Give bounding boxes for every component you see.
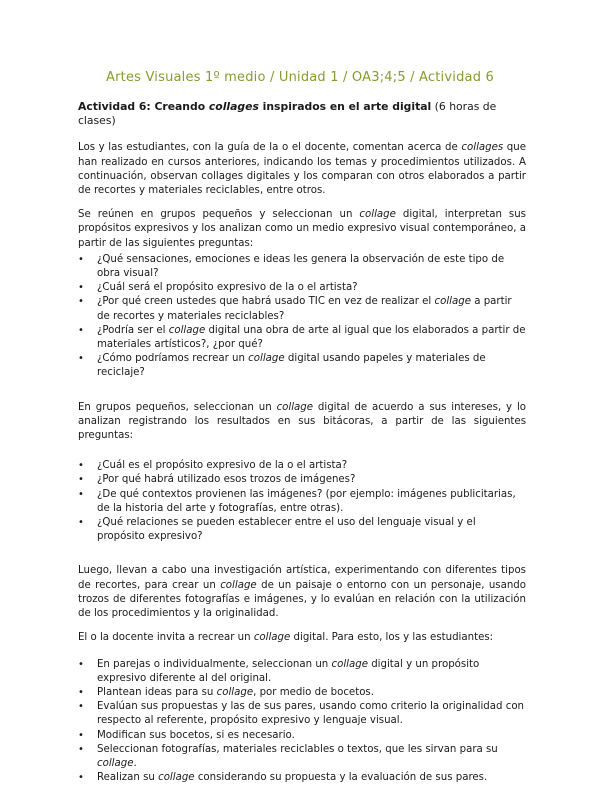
list-item-italic: collage (216, 686, 254, 698)
bullet-icon: • (78, 729, 84, 741)
p5-italic: collage (253, 632, 291, 644)
bullet-icon: • (78, 474, 84, 486)
p3-text-b: digital de acuerdo a sus intereses, y lo analizan registrando los resultados en sus bitácoras, a partir de las siguientes preguntas: (78, 401, 527, 442)
list-item-text: ¿Por qué habrá utilizado esos trozos de imágenes? (97, 474, 356, 486)
bullet-icon: • (78, 658, 84, 670)
p4-italic: collage (220, 579, 257, 591)
p1-italic: collages (461, 142, 504, 154)
p2-text-a: Se reúnen en grupos pequeños y seleccionan un (78, 209, 360, 221)
p5-text-b: digital. Para esto, los y las estudiantes: (290, 632, 494, 644)
list-item-text-tail: considerando su propuesta y la evaluación de sus pares. (194, 772, 488, 784)
list-item-text-tail: , por medio de bocetos. (253, 686, 374, 698)
paragraph-4 (78, 564, 526, 621)
list-item-text: ¿Cómo podríamos recrear un (97, 353, 249, 365)
list-item-italic: collage (434, 296, 471, 308)
list-item (78, 700, 526, 728)
bullet-icon: • (78, 488, 84, 500)
list-item-text: Modifican sus bocetos, si es necesario. (97, 729, 295, 741)
list-item-text: ¿Podría ser el (97, 324, 169, 336)
list-item (78, 771, 526, 785)
list-item-text: ¿Por qué creen ustedes que habrá usado TIC en vez de realizar el (97, 296, 435, 308)
question-list-1 (78, 253, 526, 381)
list-item (78, 686, 526, 700)
p4-text-b: de un paisaje o entorno con un personaje, usando trozos de diferentes fotografías e imágenes, y lo evalúan en relación con la utilización de los procedimientos y la originalidad. (78, 579, 527, 620)
title-italic: collages (208, 100, 259, 113)
bullet-icon: • (78, 296, 84, 308)
list-item-text-tail: digital una obra de arte al igual que los elaborados a partir de materiales artísticos?, ¿por qué? (97, 324, 526, 351)
bullet-icon: • (78, 460, 84, 472)
list-item-text: ¿De qué contextos provienen las imágenes? (por ejemplo: imágenes publicitarias, de la historia del arte y fotografías, entre otras). (97, 488, 516, 514)
list-item (78, 459, 526, 473)
list-item-text-tail: . (133, 757, 137, 769)
p4-text-a: Luego, llevan a cabo una investigación artística, experimentando con diferentes tipos de recortes, para crear un (78, 565, 526, 591)
title-prefix: Actividad 6: Creando (78, 100, 209, 113)
list-item (78, 743, 526, 771)
list-item-italic: collage (97, 757, 134, 769)
list-item-text: ¿Cuál será el propósito expresivo de la o el artista? (97, 282, 358, 294)
paragraph-1 (78, 141, 526, 198)
list-item (78, 658, 526, 686)
list-item-text: Evalúan sus propuestas y las de sus pares, usando como criterio la originalidad con respecto al referente, propósito expresivo y lenguaje visual. (97, 701, 525, 727)
paragraph-2 (78, 208, 526, 251)
list-item (78, 253, 526, 281)
list-item-italic: collage (248, 353, 285, 365)
list-item-italic: collage (158, 772, 195, 784)
bullet-icon: • (78, 253, 84, 265)
title-suffix: inspirados en el arte digital (258, 100, 432, 113)
bullet-icon: • (78, 353, 84, 365)
list-item-text-tail: digital usando papeles y materiales de reciclaje? (97, 353, 486, 379)
list-item-text: ¿Cuál es el propósito expresivo de la o el artista? (97, 460, 348, 472)
list-item-text: ¿Qué relaciones se pueden establecer entre el uso del lenguaje visual y el propósito expresivo? (97, 517, 476, 543)
list-item (78, 281, 526, 295)
list-item (78, 324, 526, 352)
list-item (78, 729, 526, 743)
list-item-text-tail: a partir de recortes y materiales reciclables? (97, 296, 512, 322)
p1-text-b: que han realizado en cursos anteriores, indicando los temas y procedimientos utilizados. A continuación, observan collages digitales y los comparan con otros elaborados a partir de recortes y materiales reciclables, entre otros. (78, 142, 526, 197)
list-item (78, 352, 526, 380)
bullet-icon: • (78, 517, 84, 529)
p2-text-b: digital, interpretan sus propósitos expresivos y los analizan como un medio expresivo visual contemporáneo, a partir de las siguientes preguntas: (78, 209, 526, 249)
step-list (78, 658, 526, 786)
title-hours: (6 horas de clases) (78, 100, 497, 128)
paragraph-5 (78, 631, 526, 645)
list-item (78, 516, 526, 544)
p3-italic: collage (276, 401, 314, 413)
activity-title (78, 100, 526, 128)
list-item (78, 295, 526, 323)
p5-text-a: El o la docente invita a recrear un (78, 632, 254, 644)
list-item-text: Plantean ideas para su (97, 686, 217, 698)
bullet-icon: • (78, 324, 84, 336)
bullet-icon: • (78, 686, 84, 698)
document-body (78, 100, 526, 795)
p2-italic: collage (359, 209, 396, 221)
page-header: Artes Visuales 1º medio / Unidad 1 / OA3;4;5 / Actividad 6 (106, 70, 494, 85)
list-item-italic: collage (331, 658, 368, 670)
p1-text-a: Los y las estudiantes, con la guía de la o el docente, comentan acerca de (78, 142, 462, 154)
list-item (78, 473, 526, 487)
list-item-text: ¿Qué sensaciones, emociones e ideas les genera la observación de este tipo de obra visual? (97, 253, 505, 280)
list-item-text: Seleccionan fotografías, materiales reciclables o textos, que les sirvan para su (97, 743, 498, 755)
list-item (78, 488, 526, 516)
bullet-icon: • (78, 701, 84, 713)
list-item-text-tail: digital y un propósito expresivo diferente al del original. (97, 658, 480, 684)
bullet-icon: • (78, 772, 84, 784)
list-item-text: Realizan su (97, 772, 159, 784)
p3-text-a: En grupos pequeños, seleccionan un (78, 401, 277, 413)
list-item-italic: collage (168, 324, 206, 336)
paragraph-3 (78, 401, 526, 444)
question-list-2 (78, 459, 526, 544)
list-item-text: En parejas o individualmente, seleccionan un (97, 658, 332, 670)
bullet-icon: • (78, 282, 84, 294)
bullet-icon: • (78, 743, 84, 755)
